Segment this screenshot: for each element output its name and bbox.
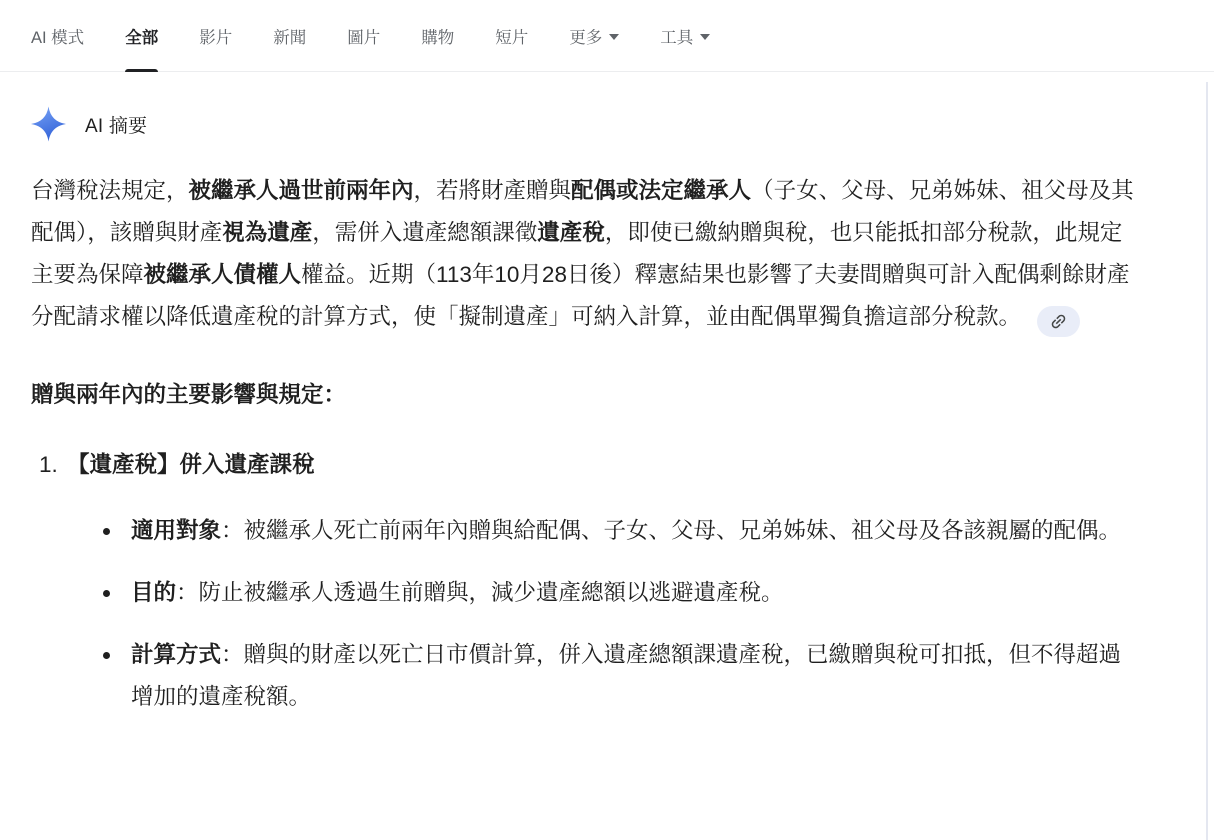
- list-item: [31, 634, 1136, 718]
- tab-tools[interactable]: [660, 0, 710, 72]
- ai-overview-header: [31, 102, 1136, 146]
- gemini-sparkle-icon: [31, 105, 66, 143]
- active-tab-indicator: [125, 69, 158, 72]
- tab-label: 更多: [569, 28, 603, 47]
- bullet-body: ：被繼承人死亡前兩年內贈與給配偶、子女、父母、兄弟姊妹、祖父母及各該親屬的配偶。: [221, 518, 1122, 543]
- tab-label: 影片: [199, 28, 233, 47]
- ai-overview-title: AI 摘要: [85, 115, 148, 137]
- summary-segment: 遺產稅: [537, 220, 605, 245]
- tab-more[interactable]: [569, 0, 619, 72]
- tab-label: 全部: [125, 28, 159, 47]
- bullet-text: [131, 634, 1136, 718]
- summary-segment: ，需併入遺產總額課徵: [312, 220, 538, 245]
- summary-segment: ，若將財產贈與: [413, 178, 572, 203]
- summary-segment: 台灣稅法規定，: [31, 178, 189, 203]
- bullet-text: [131, 510, 1136, 552]
- bullet-label: 適用對象: [131, 518, 222, 543]
- tab-label: 圖片: [347, 28, 381, 47]
- bullet-label: 計算方式: [131, 642, 222, 667]
- tab-images[interactable]: [347, 0, 380, 72]
- list-item: [31, 444, 1136, 486]
- tab-label: 工具: [660, 28, 694, 47]
- link-icon: [1045, 308, 1072, 335]
- tab-label: 短片: [495, 28, 529, 47]
- tab-label: 購物: [421, 28, 455, 47]
- list-item-title: 【遺產稅】併入遺產課稅: [67, 452, 315, 477]
- summary-segment: 權益。近期（113年10月28日後）釋憲結果也影響了夫妻間贈與可計入配偶剩餘財產分配請求權以降低遺產稅的計算方式，使「擬制遺產」可納入計算，並由配偶單獨負擔這部分稅款。: [31, 262, 1130, 329]
- tab-videos[interactable]: [199, 0, 232, 72]
- bullet-list: [31, 510, 1136, 718]
- list-item: [31, 572, 1136, 614]
- summary-segment: ，即使已繳納贈與稅，也只能抵扣部分稅款，此規定主要為保障: [31, 220, 1123, 287]
- tab-label: 新聞: [273, 28, 307, 47]
- chevron-down-icon: [609, 34, 619, 40]
- summary-segment: 被繼承人債權人: [143, 262, 302, 287]
- tab-ai-mode[interactable]: [31, 0, 84, 72]
- section-heading: 贈與兩年內的主要影響與規定：: [31, 382, 347, 407]
- list-item-number: 1.: [39, 452, 58, 477]
- bullet-body: ：贈與的財產以死亡日市價計算，併入遺產總額課遺產稅，已繳贈與稅可扣抵，但不得超過增加的遺產稅額。: [131, 642, 1122, 709]
- tab-news[interactable]: [273, 0, 306, 72]
- source-link-button[interactable]: [1037, 306, 1080, 337]
- summary-segment: 被繼承人過世前兩年內: [188, 178, 414, 203]
- ai-overview-panel: [0, 72, 1214, 718]
- tab-short-videos[interactable]: [495, 0, 528, 72]
- tab-label: AI 模式: [31, 28, 85, 47]
- bullet-body: ：防止被繼承人透過生前贈與，減少遺產總額以逃避遺產稅。: [176, 580, 784, 605]
- tab-shopping[interactable]: [421, 0, 454, 72]
- chevron-down-icon: [700, 34, 710, 40]
- bullet-text: [131, 572, 1136, 614]
- ordered-list: [31, 444, 1136, 486]
- search-result-tabbar: [0, 0, 1214, 72]
- bullet-label: 目的: [131, 580, 177, 605]
- ai-summary-paragraph: [31, 170, 1136, 338]
- summary-segment: （子女、父母、兄弟姊妹、祖父母及其配偶），該贈與財產: [31, 178, 1134, 245]
- summary-segment: 配偶或法定繼承人: [571, 178, 752, 203]
- summary-segment: 視為遺產: [222, 220, 313, 245]
- list-item: [31, 510, 1136, 552]
- vertical-divider: [1206, 82, 1208, 840]
- tab-all[interactable]: [125, 0, 158, 72]
